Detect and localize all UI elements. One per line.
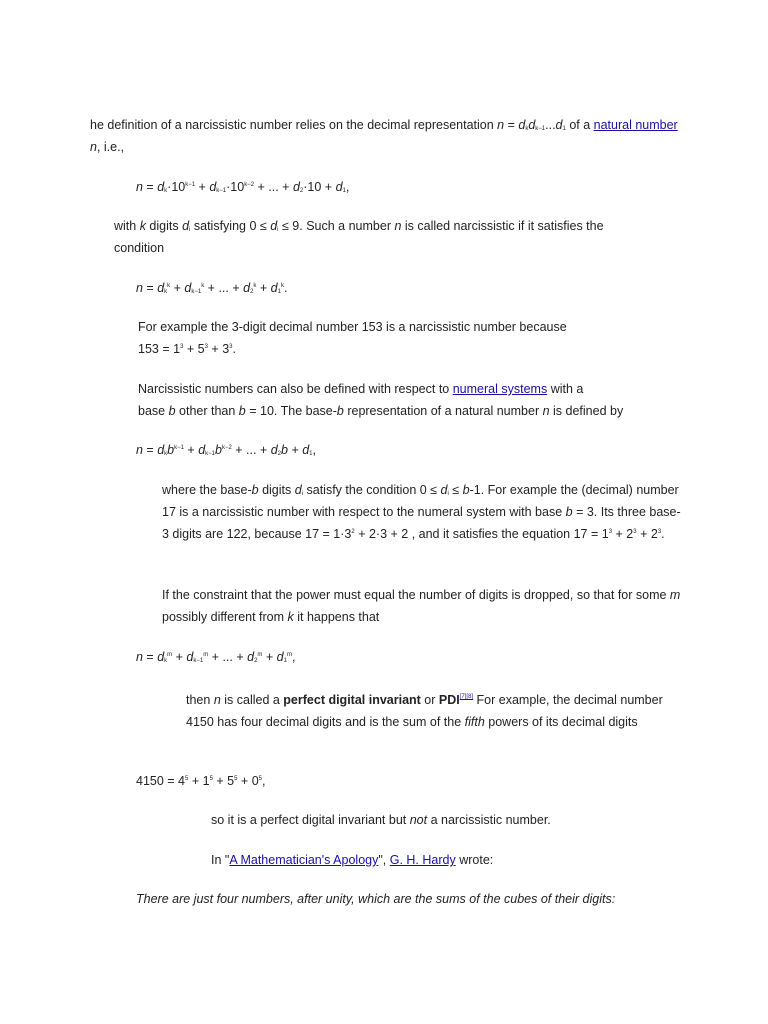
superscript: k xyxy=(201,283,205,289)
math-var: d xyxy=(182,219,190,233)
text: = xyxy=(142,180,158,194)
decimal-expansion-equation xyxy=(136,176,349,198)
math-var: d xyxy=(518,118,526,132)
math-var: n xyxy=(136,650,143,664)
text: + 2 xyxy=(612,527,634,541)
math-var: n xyxy=(213,693,221,707)
text: satisfying 0 ≤ xyxy=(190,219,271,233)
text: For example, the decimal number 4150 has four decimal digits and is the sum of the xyxy=(186,693,663,729)
subscript: 1 xyxy=(309,451,313,457)
text: + 2·3 + 2 , and it satisfies the equation 17 = 1 xyxy=(354,527,609,541)
text: + 5 xyxy=(183,342,205,356)
subscript: k xyxy=(164,188,168,194)
math-var: b xyxy=(167,443,175,457)
text: ... xyxy=(545,118,556,132)
math-var: d xyxy=(184,281,192,295)
text: = xyxy=(142,650,158,664)
text: + 1 xyxy=(188,774,210,788)
text: 4150 = 4 xyxy=(136,774,186,788)
text: powers of its decimal digits xyxy=(484,715,638,729)
text: ", xyxy=(378,853,390,867)
text: . xyxy=(232,342,236,356)
superscript: 2 xyxy=(351,529,355,535)
math-var: d xyxy=(157,443,165,457)
text: + xyxy=(183,443,199,457)
text: , xyxy=(291,650,296,664)
hardy-quote xyxy=(136,888,615,910)
text: digits xyxy=(258,483,295,497)
subscript: k xyxy=(164,451,168,457)
text: , xyxy=(312,443,316,457)
text: + ... + xyxy=(254,180,293,194)
superscript: 5 xyxy=(258,776,262,782)
subscript: i xyxy=(301,491,304,497)
math-var: k xyxy=(287,610,294,624)
term-bold: perfect digital invariant xyxy=(283,693,421,707)
subscript: 1 xyxy=(283,658,287,664)
numeral-systems-link[interactable]: numeral systems xyxy=(452,382,548,396)
text: ·10 xyxy=(226,180,245,194)
text: = xyxy=(142,281,158,295)
math-var: n xyxy=(542,404,550,418)
superscript: 5 xyxy=(185,776,189,782)
text: with xyxy=(114,219,140,233)
math-var: d xyxy=(157,180,165,194)
subscript: 2 xyxy=(250,289,254,295)
math-var: m xyxy=(669,588,681,602)
text: + xyxy=(262,650,277,664)
text: representation of a natural number xyxy=(343,404,543,418)
math-var: d xyxy=(209,180,217,194)
superscript: 3 xyxy=(180,344,184,350)
subscript: k−1 xyxy=(535,126,546,132)
pdi-conclusion-paragraph xyxy=(211,809,551,831)
math-var: n xyxy=(90,140,97,154)
superscript: k−1 xyxy=(174,445,184,451)
text: = 10. The base- xyxy=(245,404,337,418)
text: + xyxy=(256,281,271,295)
power-constraint-paragraph xyxy=(162,584,682,628)
math-var: d xyxy=(270,219,278,233)
math-var: d xyxy=(294,483,302,497)
subscript: 2 xyxy=(299,188,304,194)
math-var: d xyxy=(528,118,536,132)
text: is called a xyxy=(220,693,284,707)
text: it happens that xyxy=(293,610,380,624)
superscript: m xyxy=(286,652,292,658)
gh-hardy-link[interactable]: G. H. Hardy xyxy=(389,853,456,867)
text: + xyxy=(195,180,210,194)
superscript: 3 xyxy=(204,344,208,350)
math-var: n xyxy=(136,281,143,295)
math-var: d xyxy=(198,443,206,457)
text: he definition of a narcissistic number relies on the decimal representation xyxy=(90,118,498,132)
text: base xyxy=(138,404,169,418)
text: ·10 + xyxy=(303,180,336,194)
math-var: d xyxy=(276,650,284,664)
text: = xyxy=(142,443,158,457)
text: + xyxy=(287,443,303,457)
superscript: 5 xyxy=(209,776,213,782)
intro-paragraph xyxy=(90,114,680,158)
subscript: i xyxy=(277,227,279,233)
example-153-paragraph xyxy=(138,316,567,360)
4150-equation xyxy=(136,770,265,792)
text: If the constraint that the power must equal the number of digits is dropped, so that for some xyxy=(162,588,670,602)
pdi-definition-paragraph xyxy=(186,686,682,733)
text: with a xyxy=(547,382,584,396)
text: . xyxy=(283,281,288,295)
text: For example the 3-digit decimal number 153 is a narcissistic number because xyxy=(138,320,567,334)
math-var: n xyxy=(394,219,402,233)
subscript: 1 xyxy=(342,188,346,194)
pdi-equation xyxy=(136,646,295,668)
text: + 0 xyxy=(237,774,259,788)
math-var: d xyxy=(440,483,448,497)
numeral-systems-paragraph xyxy=(138,378,623,422)
citation-link[interactable]: [7][8] xyxy=(459,694,474,700)
subscript: i xyxy=(189,227,191,233)
text: + ... + xyxy=(208,650,248,664)
text: , xyxy=(262,774,266,788)
subscript: k−1 xyxy=(205,451,215,457)
math-var: b xyxy=(336,404,344,418)
text: wrote: xyxy=(455,853,494,867)
superscript: k xyxy=(280,283,284,289)
subscript: 1 xyxy=(277,289,281,295)
superscript: 3 xyxy=(657,529,662,535)
hardy-quote-intro xyxy=(211,849,493,871)
text: where the base- xyxy=(162,483,252,497)
subscript: k−1 xyxy=(216,188,227,194)
digits-condition-paragraph xyxy=(114,215,654,259)
text: or xyxy=(420,693,439,707)
superscript: 3 xyxy=(633,529,637,535)
superscript: m xyxy=(257,652,263,658)
superscript: k−2 xyxy=(221,445,232,451)
text: = 3. Its three base-3 digits are 122, because 17 = 1·3 xyxy=(162,505,681,541)
superscript: 5 xyxy=(234,776,238,782)
subscript: k xyxy=(525,126,529,132)
natural-number-link[interactable]: natural number xyxy=(593,118,678,132)
text: , i.e., xyxy=(96,140,125,154)
text: Narcissistic numbers can also be defined with respect to xyxy=(138,382,453,396)
text: digits xyxy=(145,219,183,233)
text: 153 = 1 xyxy=(138,342,181,356)
subscript: k xyxy=(164,289,168,295)
math-var: k xyxy=(139,219,146,233)
term-bold: PDI xyxy=(438,693,460,707)
narcissistic-condition-equation xyxy=(136,277,287,299)
mathematicians-apology-link[interactable]: A Mathematician's Apology xyxy=(229,853,379,867)
text: a narcissistic number. xyxy=(427,813,551,827)
text: of a xyxy=(565,118,594,132)
text: + ... + xyxy=(231,443,271,457)
text: = xyxy=(504,118,519,132)
math-var: b xyxy=(215,443,222,457)
text: ≤ 9. Such a number xyxy=(278,219,395,233)
superscript: 3 xyxy=(229,344,233,350)
subscript: 2 xyxy=(277,451,282,457)
text: . xyxy=(661,527,665,541)
text: so it is a perfect digital invariant but xyxy=(211,813,410,827)
text: is defined by xyxy=(549,404,624,418)
subscript: 1 xyxy=(562,126,566,132)
math-var: d xyxy=(157,650,165,664)
math-var: b xyxy=(462,483,470,497)
math-var: d xyxy=(555,118,563,132)
text: + 2 xyxy=(636,527,658,541)
superscript: m xyxy=(167,652,173,658)
subscript: i xyxy=(447,491,449,497)
text: + ... + xyxy=(204,281,244,295)
text: In " xyxy=(211,853,230,867)
math-var: d xyxy=(302,443,310,457)
math-var: d xyxy=(247,650,255,664)
subscript: 2 xyxy=(254,658,258,664)
text: other than xyxy=(175,404,239,418)
math-var: b xyxy=(238,404,246,418)
emphasis: fifth xyxy=(464,715,485,729)
superscript: k−2 xyxy=(244,182,255,188)
text: ≤ xyxy=(448,483,463,497)
math-var: d xyxy=(270,443,278,457)
math-var: n xyxy=(136,180,143,194)
base-3-example-paragraph xyxy=(162,479,682,545)
text: is called narcissistic if it satisfies the condition xyxy=(114,219,604,255)
math-var: d xyxy=(270,281,278,295)
math-var: d xyxy=(335,180,343,194)
math-var: b xyxy=(281,443,288,457)
emphasis: not xyxy=(409,813,428,827)
subscript: k xyxy=(164,658,168,664)
superscript: 3 xyxy=(608,529,613,535)
base-b-expansion-equation xyxy=(136,439,316,461)
text: + xyxy=(170,281,185,295)
math-var: b xyxy=(565,505,573,519)
math-var: n xyxy=(497,118,505,132)
text: satisfy the condition 0 ≤ xyxy=(303,483,441,497)
math-var: b xyxy=(168,404,176,418)
math-var: d xyxy=(292,180,300,194)
subscript: k−1 xyxy=(191,289,202,295)
text: + 3 xyxy=(207,342,230,356)
quote-text: There are just four numbers, after unity, which are the sums of the cubes of their digits: xyxy=(136,892,616,906)
superscript: k xyxy=(253,283,257,289)
subscript: k−1 xyxy=(193,658,204,664)
text: ·10 xyxy=(167,180,186,194)
math-var: d xyxy=(157,281,165,295)
math-var: b xyxy=(251,483,259,497)
text: , xyxy=(345,180,350,194)
text: + 5 xyxy=(212,774,235,788)
text: -1. For example the (decimal) number 17 is a narcissistic number with respect to the numeral system with base xyxy=(162,483,679,519)
superscript: k xyxy=(167,283,171,289)
superscript: m xyxy=(203,652,209,658)
math-var: d xyxy=(186,650,194,664)
text: + xyxy=(172,650,187,664)
text: then xyxy=(186,693,214,707)
math-var: d xyxy=(243,281,251,295)
superscript: k−1 xyxy=(185,182,196,188)
text: possibly different from xyxy=(162,610,288,624)
math-var: n xyxy=(136,443,143,457)
